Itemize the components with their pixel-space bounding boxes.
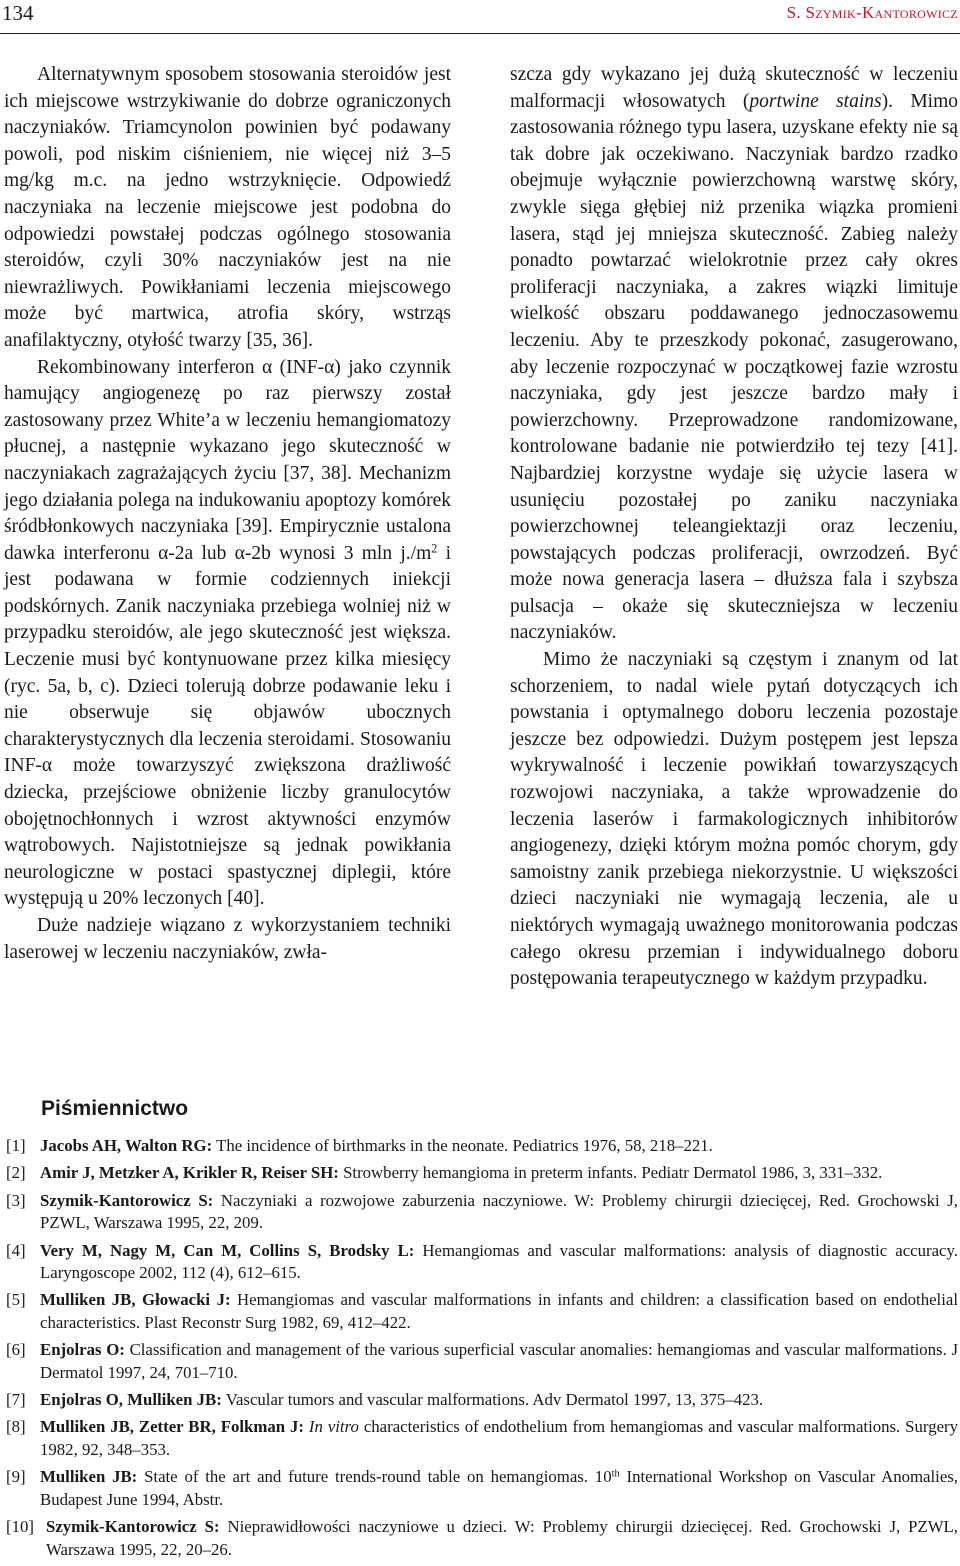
reference-number: [10] [6, 1517, 34, 1537]
reference-authors: Mulliken JB: [40, 1467, 138, 1487]
reference-item [6, 1162, 958, 1184]
reference-item [6, 1339, 958, 1384]
laser-text-b: ). Mimo zastosowania różnego typu lasera, uzyskane efekty nie są tak dobre jak oczekiwano. Naczyniak bardzo rzadko obejmuje wyłącznie powierzchowną warstwę skóry, zwykle sięga głębiej niż przenika wiązka promieni lasera, stąd jej mniejsza skuteczność. Zabieg należy ponadto powtarzać wielokrotnie przez cały okres proliferacji naczyniaka, a zakres wiązki limituje wielkość obszaru poddawanego jednoczasowemu leczeniu. Aby te przeszkody pokonać, zasugerowano, aby leczenie rozpoczynać w początkowej fazie wzrostu naczyniaka, gdy jest jeszcze bardzo mały i powierzchowny. Przeprowadzone randomizowane, kontrolowane badanie nie potwierdziło tej tezy [41]. Najbardziej korzystne wydaje się użycie lasera w usunięciu pozostałej po zaniku naczyniaka powierzchownej teleangiektazji oraz leczeniu, powstających podczas proliferacji, owrzodzeń. Być może nowa generacja lasera – dłuższa fala i szybsza pulsacja – okaże się skuteczniejsza w leczeniu naczyniaków. [510, 90, 958, 644]
reference-authors: Szymik-Kantorowicz S: [46, 1517, 220, 1537]
paragraph-interferon [4, 355, 451, 913]
page-header [0, 0, 960, 32]
reference-item [6, 1516, 958, 1561]
reference-authors: Amir J, Metzker A, Krikler R, Reiser SH: [40, 1163, 339, 1183]
running-head-surname: Szymik-Kantorowicz [805, 3, 958, 22]
interferon-text-a: Rekombinowany interferon α (INF-α) jako czynnik hamujący angiogenezę po raz pierwszy został zastosowany przez White’a w leczeniu hemangiomatozy płucnej, a następnie wykazano jego skuteczność w naczyniakach zagrażających życiu [37, 38]. Mechanizm jego działania polega na indukowaniu apoptozy komórek śródbłonkowych naczyniaka [39]. Empirycznie ustalona dawka interferonu α-2a lub α-2b wynosi 3 mln j./m [4, 356, 451, 564]
reference-text: Classification and management of the various superficial vascular anomalies: hemangiomas and vascular malformations. J Dermatol 1997, 24, 701–710. [40, 1340, 958, 1382]
reference-text: Vascular tumors and vascular malformations. Adv Dermatol 1997, 13, 375–423. [221, 1390, 764, 1410]
reference-number: [2] [6, 1163, 26, 1183]
reference-item [6, 1289, 958, 1334]
reference-authors: Jacobs AH, Walton RG: [40, 1136, 213, 1155]
reference-item [6, 1416, 958, 1461]
paragraph-laser-continued [510, 62, 958, 647]
interferon-text-b: i jest podawana w formie codziennych iniekcji podskórnych. Zanik naczyniaka przebiega wolniej niż w przypadku steroidów, ale jego skuteczność jest większa. Leczenie musi być kontynuowane przez kilka miesięcy (ryc. 5a, b, c). Dzieci tolerują dobrze podawanie leku i nie obserwuje się objawów ubocznych charakterystycznych dla leczenia steroidami. Stosowaniu INF-α może towarzyszyć zwiększona drażliwość dziecka, przejściowe obniżenie liczby granulocytów obojętnochłonnych i wzrost aktywności enzymów wątrobowych. Najistotniejsze są jednak powikłania neurologiczne w postaci spastycznej diplegii, które występują u 20% leczonych [40]. [4, 542, 451, 910]
reference-authors: Enjolras O, Mulliken JB: [40, 1390, 222, 1410]
reference-text: characteristics of endothelium from hemangiomas and vascular malformations. Surgery 1982, 92, 348–353. [40, 1417, 959, 1459]
paragraph-laser-start: Duże nadzieje wiązano z wykorzystaniem techniki laserowej w leczeniu naczyniaków, zwła- [4, 915, 451, 963]
reference-text: Hemangiomas and vascular malformations in infants and children: a classification based on endothelial characteristics. Plast Reconstr Surg 1982, 69, 412–422. [40, 1290, 958, 1332]
references-title: Piśmiennictwo [41, 1097, 189, 1120]
laser-text-a: szcza gdy wykazano jej dużą skuteczność w leczeniu malformacji włosowatych ( [510, 64, 958, 112]
reference-number: [8] [6, 1417, 26, 1437]
reference-number: [6] [6, 1340, 26, 1360]
reference-number: [1] [6, 1136, 26, 1155]
reference-text: Hemangiomas and vascular malformations: analysis of diagnostic accuracy. Laryngoscope 2002, 112 (4), 612–615. [40, 1240, 958, 1283]
reference-number: [3] [6, 1190, 26, 1210]
reference-authors: Mulliken JB, Głowacki J: [40, 1290, 231, 1310]
page-number: 134 [2, 1, 34, 25]
running-head-author [787, 0, 958, 26]
reference-superscript: th [611, 1468, 620, 1480]
paragraph-steroid-injection: Alternatywnym sposobem stosowania steroidów jest ich miejscowe wstrzykiwanie do dobrze ograniczonych naczyniaków. Triamcynolon powinien być podawany powoli, pod niskim ciśnieniem, nie więcej niż 3–5 mg/kg m.c. na jedno wstrzyknięcie. Odpowiedź naczyniaka na leczenie miejscowe jest podobna do odpowiedzi powstałej podczas ogólnego stosowania steroidów, czyli 30% naczyniaków jest na nie niewrażliwych. Powikłaniami leczenia miejscowego może być martwica, atrofia skóry, wstrząs anafilaktyczny, otyłość twarzy [35, 36]. [4, 64, 451, 351]
left-column [4, 62, 451, 966]
reference-text-continued: International Workshop on Vascular Anomalies, Budapest June 1994, Abstr. [40, 1467, 959, 1509]
reference-item [6, 1466, 958, 1511]
reference-text: Strowberry hemangioma in preterm infants. Pediatr Dermatol 1986, 3, 331–332. [338, 1163, 883, 1183]
interferon-superscript: 2 [431, 541, 438, 556]
reference-number: [7] [6, 1390, 26, 1410]
reference-authors: Enjolras O: [40, 1340, 125, 1360]
reference-list [6, 1135, 958, 1566]
right-column [510, 62, 958, 993]
reference-item [6, 1190, 958, 1235]
reference-item [6, 1240, 958, 1285]
reference-number: [9] [6, 1467, 26, 1487]
reference-number: [5] [6, 1290, 26, 1310]
reference-text: State of the art and future trends-round table on hemangiomas. 10 [137, 1467, 612, 1487]
reference-item [6, 1389, 958, 1411]
paragraph-conclusion: Mimo że naczyniaki są częstym i znanym od lat schorzeniem, to nadal wiele pytań dotyczących ich powstania i optymalnego doboru leczenia pozostaje jeszcze bez odpowiedzi. Dużym postępem jest lepsza wykrywalność i leczenie powikłań towarzyszących rozwojowi naczyniaka, a także wprowadzenie do leczenia laserów i farmakologicznych inhibitorów angiogenezy, dzięki którym można pomóc chorym, gdy samoistny zanik przebiega niekorzystnie. U większości dzieci naczyniaki nie wymagają leczenia, ale u niektórych wymagają uważnego monitorowania podczas całego okresu przemian i indywidualnego doboru postępowania terapeutycznego w każdym przypadku. [510, 649, 958, 990]
laser-italic-term: portwine stains [749, 90, 882, 112]
reference-authors: Mulliken JB, Zetter BR, Folkman J: [40, 1417, 304, 1437]
reference-text: Nieprawidłowości naczyniowe u dzieci. W: Problemy chirurgii dziecięcej. Red. Grochowski J, PZWL, Warszawa 1995, 22, 20–26. [46, 1517, 958, 1559]
reference-italic: In vitro [308, 1417, 359, 1437]
reference-item [6, 1135, 958, 1157]
running-head-initial: S. [786, 3, 806, 22]
header-rule [0, 33, 960, 34]
reference-number: [4] [6, 1240, 26, 1260]
reference-text: The incidence of birthmarks in the neonate. Pediatrics 1976, 58, 218–221. [212, 1136, 713, 1155]
reference-text: Naczyniaki a rozwojowe zaburzenia naczyniowe. W: Problemy chirurgii dziecięcej, Red. Grochowski J, PZWL, Warszawa 1995, 22, 209. [40, 1190, 959, 1233]
reference-authors: Szymik-Kantorowicz S: [40, 1190, 214, 1210]
reference-authors: Very M, Nagy M, Can M, Collins S, Brodsky L: [40, 1240, 415, 1260]
